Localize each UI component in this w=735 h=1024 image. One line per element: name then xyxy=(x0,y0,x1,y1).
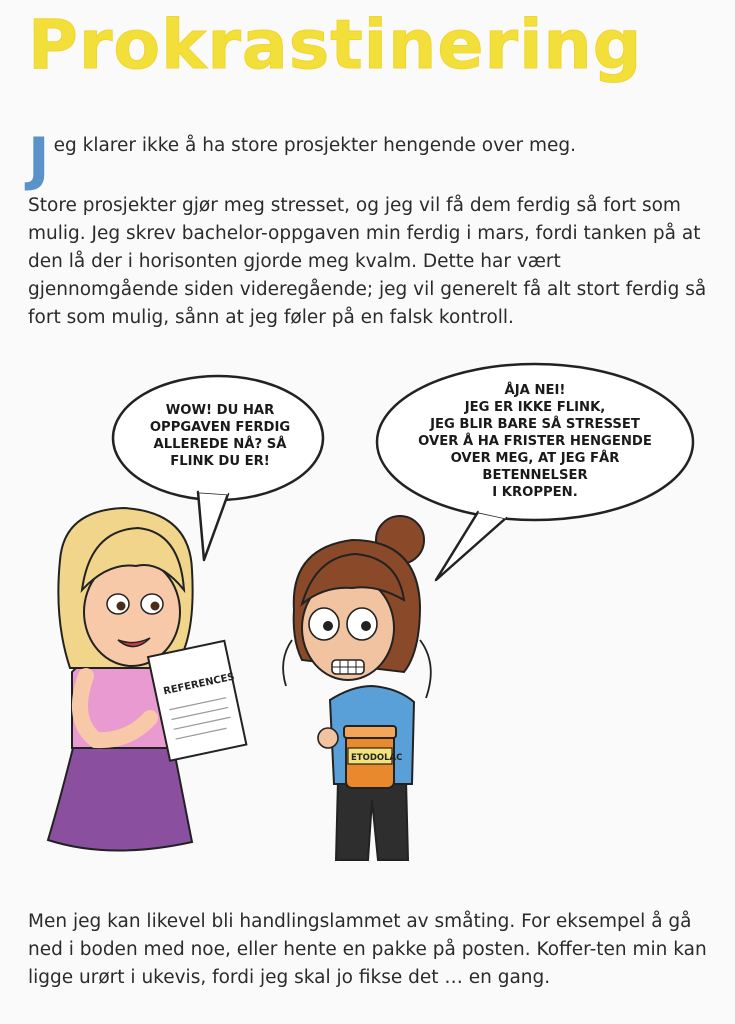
lead-text: eg klarer ikke å ha store prosjekter hengende over meg. xyxy=(53,135,576,156)
paragraph-1: Store prosjekter gjør meg stresset, og jeg vil få dem ferdig så fort som mulig. Jeg skrev bachelor-oppgaven min ferdig i mars, fordi tanken på at den lå der i horisonten gjorde meg kvalm. Dette har vært gjennomgående siden videregående; jeg vil generelt få alt stort ferdig så fort som mulig, sånn at jeg føler på en falsk kontroll. xyxy=(28,195,707,328)
character-brunette-woman xyxy=(283,516,431,860)
bubble-right-text: ÅJA NEI! JEG ER IKKE FLINK, JEG BLIR BARE SÅ STRESSET OVER Å HA FRISTER HENGENDE OVER MEG, AT JEG FÅR BETENNELSER I KROPPEN. xyxy=(418,383,652,500)
pill-jar xyxy=(344,726,402,788)
jar-label: ETODOLAC xyxy=(351,753,403,763)
drop-cap: J xyxy=(28,125,50,193)
paper-label: REFERENCES xyxy=(162,671,236,698)
page-title: Prokrastinering xyxy=(28,6,643,85)
bubble-left-text: WOW! DU HAR OPPGAVEN FERDIG ALLEREDE NÅ? SÅ FLINK DU ER! xyxy=(149,403,291,469)
paragraph-2: Men jeg kan likevel bli handlingslammet av småting. For eksempel å gå ned i boden med noe, eller hente en pakke på posten. Koffer-ten min kan ligge urørt i ukevis, fordi jeg skal jo fikse det … en gang. xyxy=(28,911,707,988)
